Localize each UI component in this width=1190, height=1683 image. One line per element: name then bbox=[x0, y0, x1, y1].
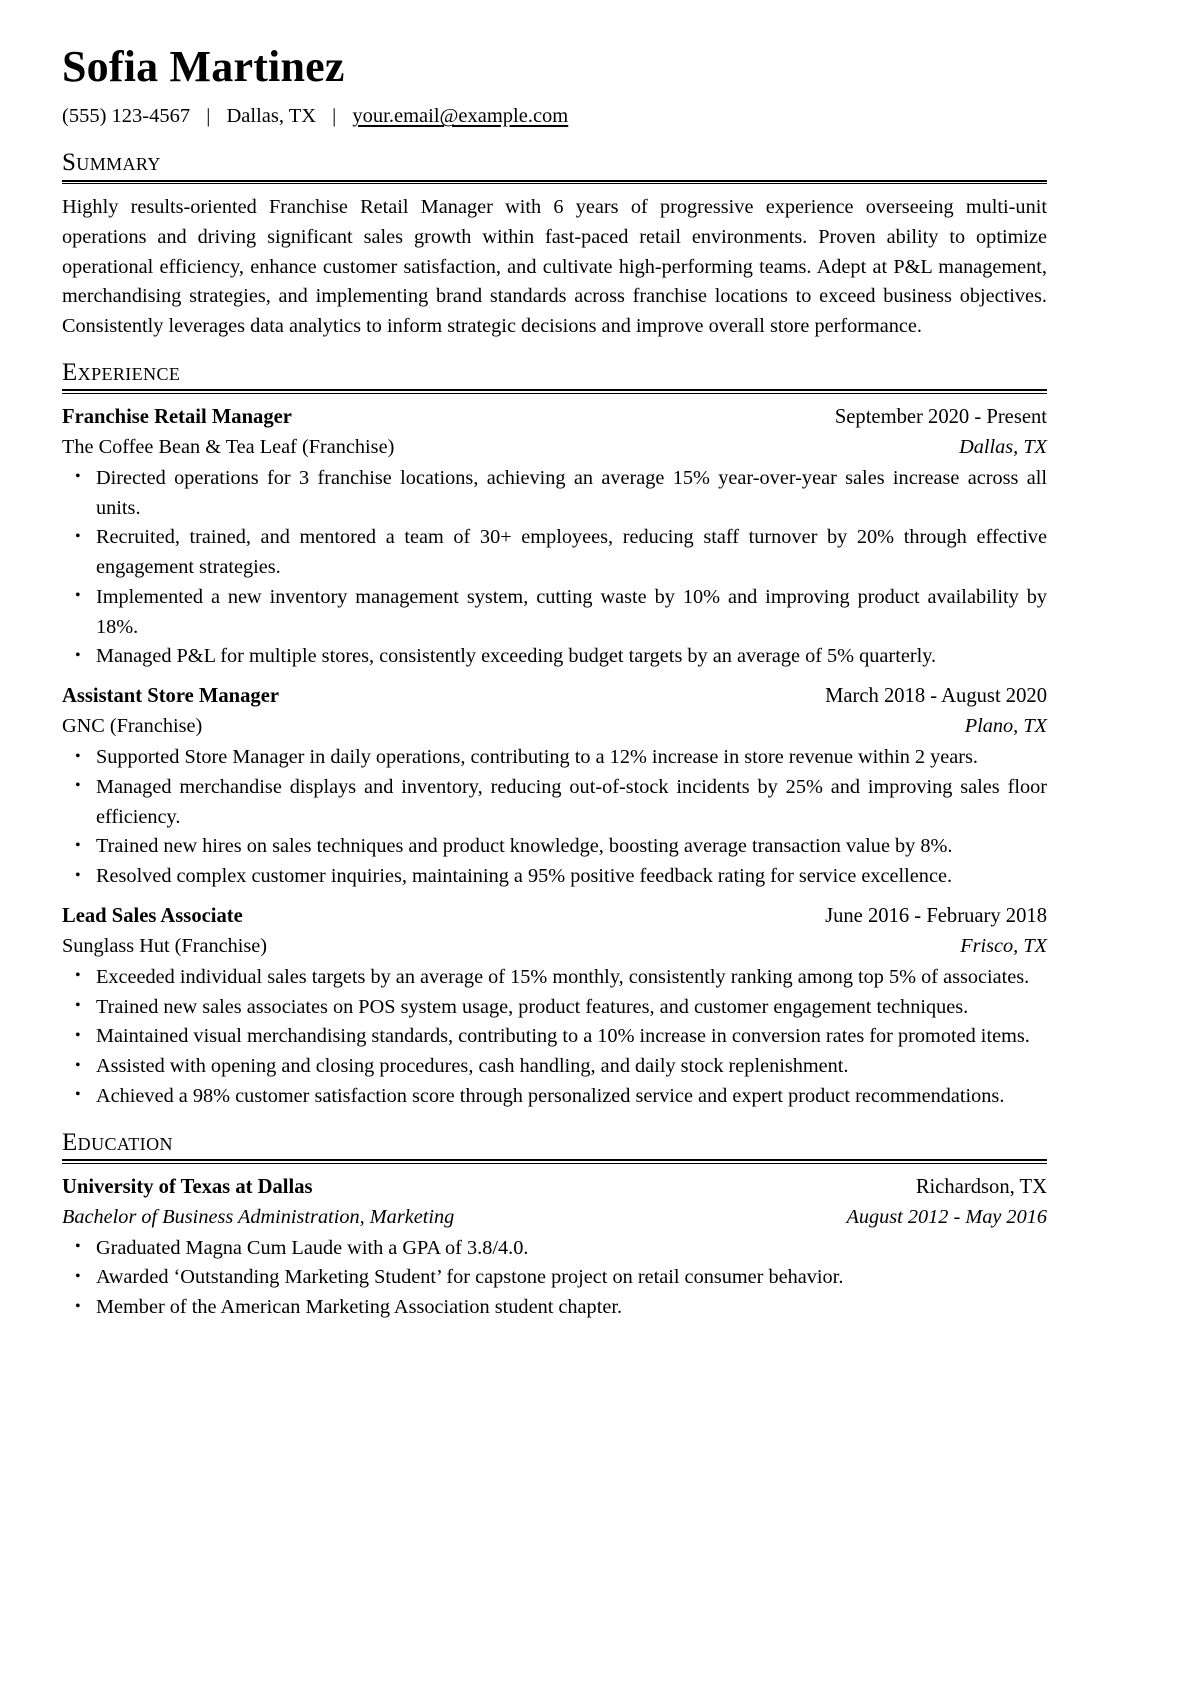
degree-name: Bachelor of Business Administration, Marketing bbox=[62, 1205, 455, 1228]
section-heading-summary: Summary bbox=[62, 149, 161, 177]
job-bullet: • Maintained visual merchandising standards, contributing to a 10% increase in conversion rates for promoted items. bbox=[62, 1022, 1047, 1052]
experience-entry-header bbox=[62, 682, 1047, 711]
experience-entry-subheader bbox=[62, 433, 1047, 462]
contact-phone: (555) 123-4567 bbox=[62, 105, 191, 128]
education-bullet: • Awarded ‘Outstanding Marketing Student’ for capstone project on retail consumer behavior. bbox=[62, 1263, 1047, 1293]
job-location: Dallas, TX bbox=[959, 436, 1047, 459]
job-bullet: • Resolved complex customer inquiries, maintaining a 95% positive feedback rating for service excellence. bbox=[62, 862, 1047, 892]
experience-entry-subheader bbox=[62, 712, 1047, 741]
education-bullet: • Graduated Magna Cum Laude with a GPA of 3.8/4.0. bbox=[62, 1234, 1047, 1264]
job-organization: The Coffee Bean & Tea Leaf (Franchise) bbox=[62, 436, 395, 459]
job-date-range: March 2018 - August 2020 bbox=[825, 685, 1047, 708]
job-location: Plano, TX bbox=[964, 715, 1047, 738]
education-entry-header bbox=[62, 1173, 1047, 1202]
section-rule-experience bbox=[62, 389, 1047, 394]
school-location: Richardson, TX bbox=[915, 1175, 1047, 1198]
job-bullet: • Trained new hires on sales techniques and product knowledge, boosting average transaction value by 8%. bbox=[62, 832, 1047, 862]
job-organization: Sunglass Hut (Franchise) bbox=[62, 935, 268, 958]
job-bullet: • Directed operations for 3 franchise locations, achieving an average 15% year-over-year sales increase across all units. bbox=[62, 464, 1047, 523]
degree-date-range: August 2012 - May 2016 bbox=[846, 1205, 1047, 1228]
job-date-range: September 2020 - Present bbox=[834, 405, 1047, 428]
school-name: University of Texas at Dallas bbox=[62, 1175, 313, 1198]
experience-entry bbox=[62, 403, 1047, 672]
job-bullet: • Managed P&L for multiple stores, consistently exceeding budget targets by an average of 5% quarterly. bbox=[62, 642, 1047, 672]
experience-entry bbox=[62, 682, 1047, 892]
job-bullet: • Supported Store Manager in daily operations, contributing to a 12% increase in store revenue within 2 years. bbox=[62, 743, 1047, 773]
job-bullet: • Trained new sales associates on POS system usage, product features, and customer engagement techniques. bbox=[62, 993, 1047, 1023]
job-bullet-list bbox=[62, 743, 1047, 892]
section-experience bbox=[62, 359, 1047, 1112]
job-bullet: • Managed merchandise displays and inventory, reducing out-of-stock incidents by 25% and improving sales floor efficiency. bbox=[62, 773, 1047, 832]
education-entry bbox=[62, 1173, 1047, 1323]
contact-line bbox=[62, 101, 1047, 132]
education-entry-subheader bbox=[62, 1203, 1047, 1232]
education-bullet: • Member of the American Marketing Association student chapter. bbox=[62, 1293, 1047, 1323]
experience-entry-subheader bbox=[62, 932, 1047, 961]
section-heading-experience: Experience bbox=[62, 358, 181, 386]
experience-entry bbox=[62, 902, 1047, 1112]
education-bullet-list bbox=[62, 1234, 1047, 1323]
job-bullet: • Achieved a 98% customer satisfaction score through personalized service and expert product recommendations. bbox=[62, 1082, 1047, 1112]
section-heading-education: Education bbox=[62, 1128, 173, 1156]
candidate-name: Sofia Martinez bbox=[62, 42, 345, 91]
job-bullet: • Exceeded individual sales targets by an average of 15% monthly, consistently ranking among top 5% of associates. bbox=[62, 963, 1047, 993]
job-date-range: June 2016 - February 2018 bbox=[825, 904, 1047, 927]
job-title: Franchise Retail Manager bbox=[62, 405, 292, 428]
experience-entry-header bbox=[62, 403, 1047, 432]
job-bullet: • Recruited, trained, and mentored a team of 30+ employees, reducing staff turnover by 20% through effective engagement strategies. bbox=[62, 523, 1047, 582]
summary-paragraph: Highly results-oriented Franchise Retail Manager with 6 years of progressive experience overseeing multi-unit operations and driving significant sales growth within fast-paced retail environments. Proven ability to optimize operational efficiency, enhance customer satisfaction, and cultivate high-performing teams. Adept at P&L management, merchandising strategies, and implementing brand standards across franchise locations to exceed business objectives. Consistently leverages data analytics to inform strategic decisions and improve overall store performance. bbox=[62, 196, 1047, 338]
section-rule-summary bbox=[62, 180, 1047, 185]
job-title: Lead Sales Associate bbox=[62, 904, 243, 927]
experience-entry-header bbox=[62, 902, 1047, 931]
job-title: Assistant Store Manager bbox=[62, 685, 279, 708]
section-summary bbox=[62, 149, 1047, 342]
contact-separator-2: | bbox=[332, 105, 337, 128]
contact-location: Dallas, TX bbox=[226, 105, 317, 128]
job-bullet: • Implemented a new inventory management system, cutting waste by 10% and improving product availability by 18%. bbox=[62, 583, 1047, 642]
job-bullet-list bbox=[62, 963, 1047, 1112]
job-organization: GNC (Franchise) bbox=[62, 715, 203, 738]
job-location: Frisco, TX bbox=[960, 935, 1047, 958]
contact-separator-1: | bbox=[206, 105, 211, 128]
resume-header bbox=[62, 42, 1047, 132]
section-rule-education bbox=[62, 1159, 1047, 1164]
section-education bbox=[62, 1129, 1047, 1323]
job-bullet: • Assisted with opening and closing procedures, cash handling, and daily stock replenishment. bbox=[62, 1052, 1047, 1082]
job-bullet-list bbox=[62, 464, 1047, 672]
contact-email-link[interactable]: your.email@example.com bbox=[352, 105, 569, 128]
